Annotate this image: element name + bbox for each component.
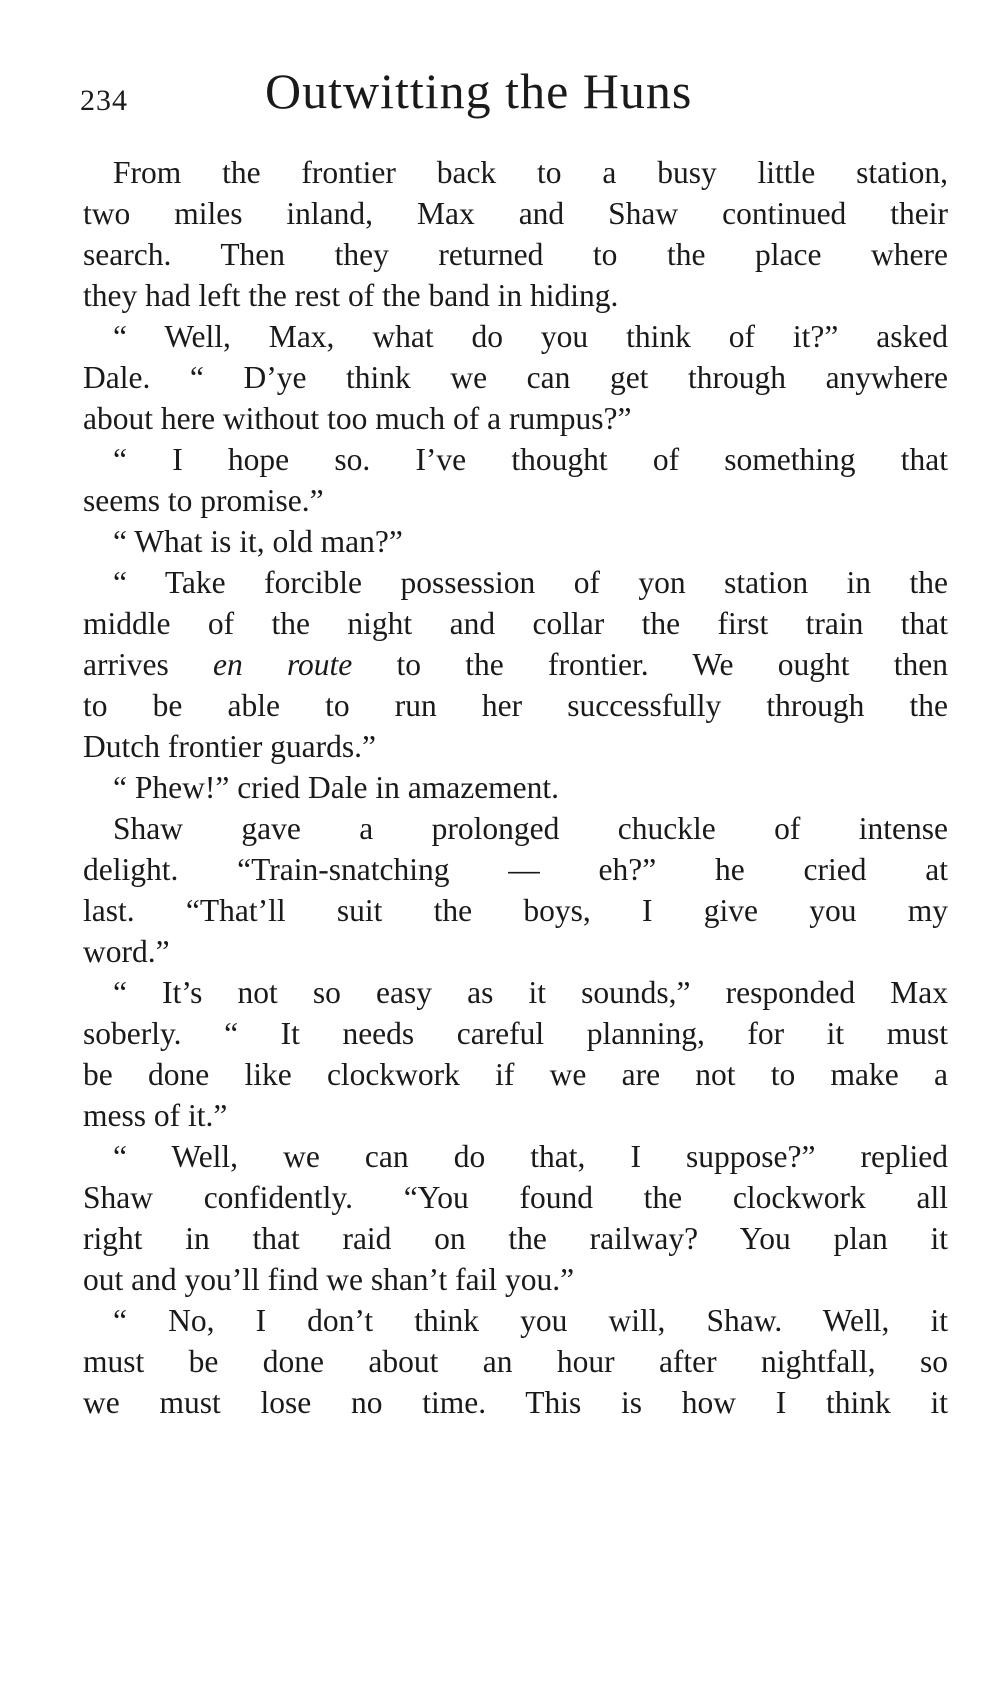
text-line: Shaw confidently. “You found the clockwork all (83, 1180, 948, 1215)
italic-phrase: en route (212, 647, 353, 682)
text-line: right in that raid on the railway? You plan it (83, 1221, 948, 1256)
text-fragment: arrives (83, 647, 169, 682)
text-line: last. “That’ll suit the boys, I give you my (83, 893, 948, 928)
text-line: “ I hope so. I’ve thought of something that (113, 442, 948, 477)
text-line: about here without too much of a rumpus?” (83, 401, 632, 436)
text-line-mixed (83, 644, 948, 685)
text-line: Shaw gave a prolonged chuckle of intense (113, 811, 948, 846)
text-line: out and you’ll find we shan’t fail you.” (83, 1262, 575, 1297)
text-line: delight. “Train-snatching — eh?” he cried at (83, 852, 948, 887)
text-line: Dale. “ D’ye think we can get through anywhere (83, 360, 948, 395)
text-line: “ Take forcible possession of yon station in the (113, 565, 948, 600)
text-line: two miles inland, Max and Shaw continued their (83, 196, 948, 231)
text-line: Dutch frontier guards.” (83, 729, 377, 764)
running-title: Outwitting the Huns (265, 63, 693, 119)
text-line: seems to promise.” (83, 483, 324, 518)
text-line: must be done about an hour after nightfall, so (83, 1344, 948, 1379)
text-line: they had left the rest of the band in hiding. (83, 278, 619, 313)
text-line: mess of it.” (83, 1098, 228, 1133)
text-line: “ Well, Max, what do you think of it?” asked (113, 319, 948, 354)
text-line: “ No, I don’t think you will, Shaw. Well, it (113, 1303, 948, 1338)
text-line: “ What is it, old man?” (113, 524, 403, 559)
text-line: to be able to run her successfully through the (83, 688, 948, 723)
text-line: search. Then they returned to the place where (83, 237, 948, 272)
text-line: middle of the night and collar the first train that (83, 606, 948, 641)
text-line: word.” (83, 934, 170, 969)
text-fragment: to the frontier. We ought then (396, 647, 948, 682)
page-number: 234 (80, 84, 128, 117)
text-line: be done like clockwork if we are not to make a (83, 1057, 948, 1092)
text-line: “ It’s not so easy as it sounds,” responded Max (113, 975, 948, 1010)
body-text (83, 152, 948, 1423)
page-header (80, 62, 940, 132)
text-line: From the frontier back to a busy little station, (113, 155, 948, 190)
text-line: “ Phew!” cried Dale in amazement. (113, 770, 560, 805)
text-line: soberly. “ It needs careful planning, for it must (83, 1016, 948, 1051)
text-line: we must lose no time. This is how I think it (83, 1385, 948, 1420)
text-line: “ Well, we can do that, I suppose?” replied (113, 1139, 948, 1174)
